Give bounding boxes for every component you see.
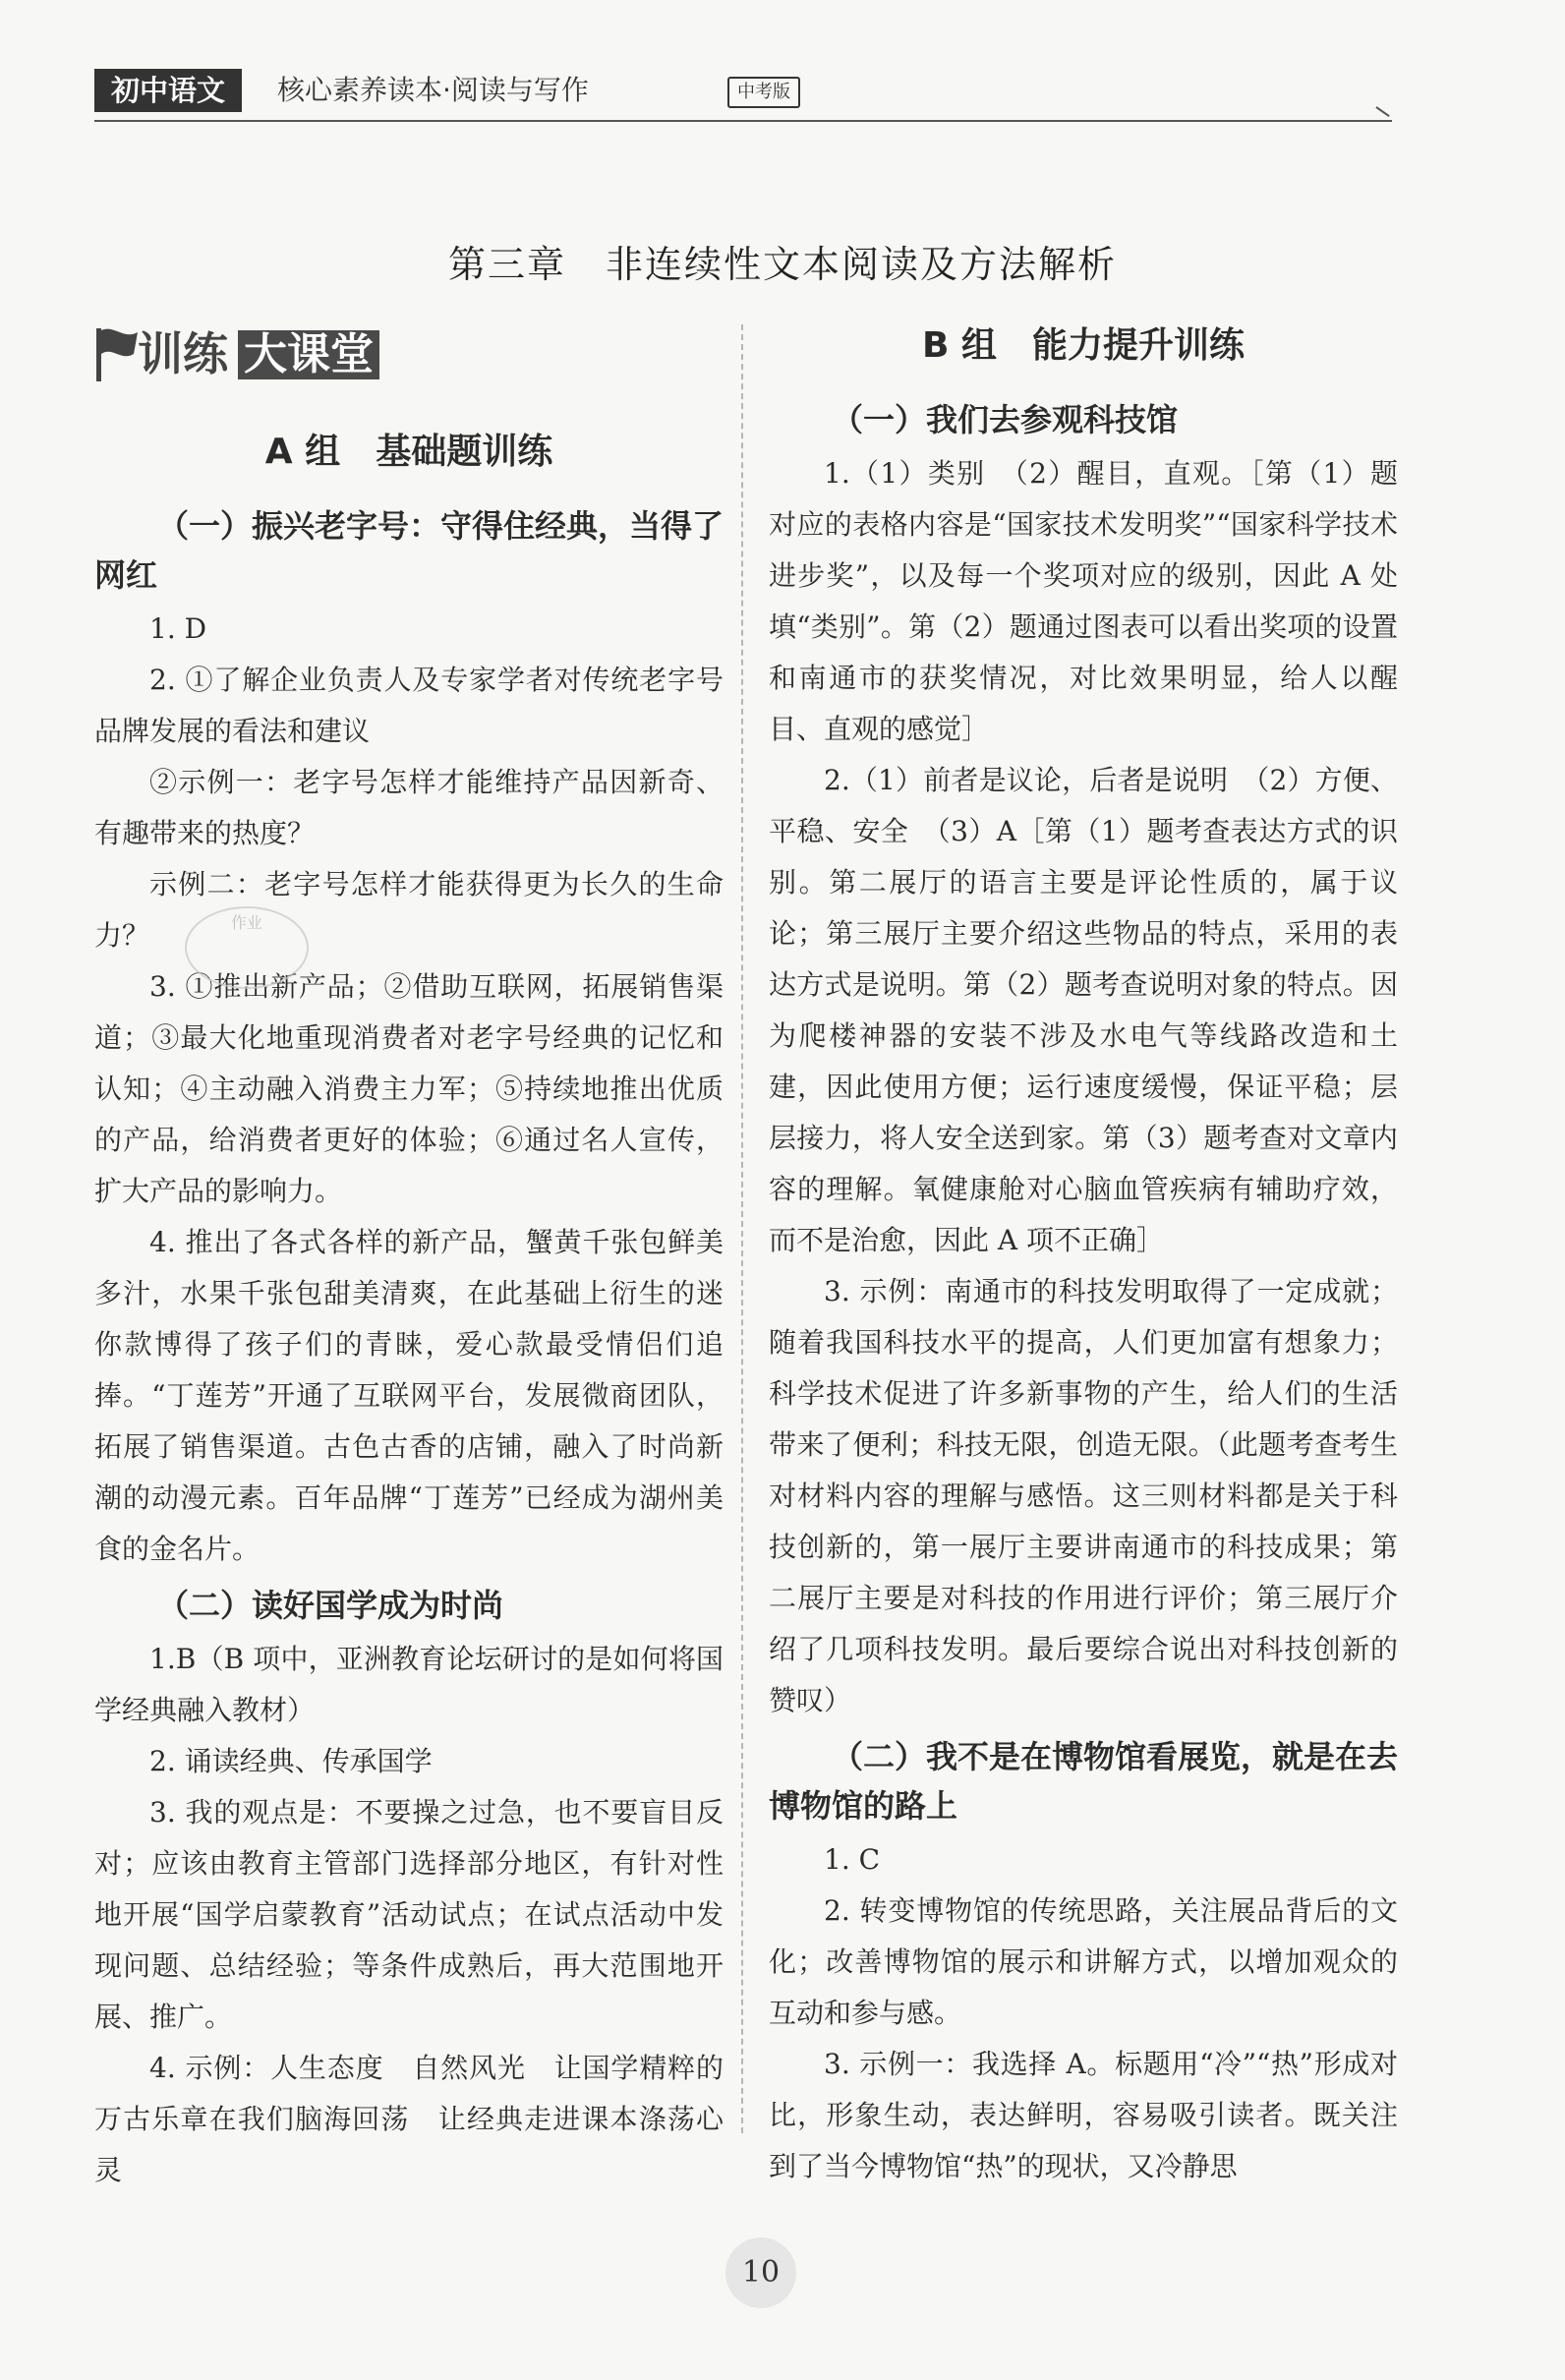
answer-paragraph: 4. 推出了各式各样的新产品，蟹黄千张包鲜美多汁，水果千张包甜美清爽，在此基础上衍生的迷你款博得了孩子们的青睐，爱心款最受情侣们追捧。“丁莲芳”开通了互联网平台，发展微商团队，拓展了销售渠道。古色古香的店铺，融入了时尚新潮的动漫元素。百年品牌“丁莲芳”已经成为湖州美食的金名片。 — [94, 1226, 724, 1565]
right-column — [769, 317, 1398, 2192]
answer-paragraph: 2. 诵读经典、传承国学 — [149, 1745, 433, 1777]
training-banner — [94, 324, 389, 383]
group-b-title: B 组 能力提升训练 — [922, 325, 1245, 366]
answer-paragraph: ②示例一：老字号怎样才能维持产品因新奇、有趣带来的热度？ — [94, 766, 724, 849]
banner-text-2: 大课堂 — [238, 330, 379, 379]
column-divider — [741, 324, 743, 2133]
answer-paragraph: 2.（1）前者是议论，后者是说明 （2）方便、平稳、安全 （3）A［第（1）题考查表达方式的识别。第二展厅的语言主要是评论性质的，属于议论；第三展厅主要介绍这些物品的特点，采用的表达方式是说明。第（2）题考查说明对象的特点。因为爬楼神器的安装不涉及水电气等线路改造和土建，因此使用方便；运行速度缓慢，保证平稳；层层接力，将人安全送到家。第（3）题考查对文章内容的理解。氧健康舱对心脑血管疾病有辅助疗效，而不是治愈，因此 A 项不正确］ — [769, 764, 1398, 1256]
answer-paragraph: 3. 我的观点是：不要操之过急，也不要盲目反对；应该由教育主管部门选择部分地区，有针对性地开展“国学启蒙教育”活动试点；在试点活动中发现问题、总结经验；等条件成熟后，再大范围地开展、推广。 — [94, 1796, 724, 2033]
answer-paragraph: 3. 示例：南通市的科技发明取得了一定成就；随着我国科技水平的提高，人们更加富有想象力；科学技术促进了许多新事物的产生，给人们的生活带来了便利；科技无限，创造无限。（此题考查考生对材料内容的理解与感悟。这三则材料都是关于科技创新的，第一展厅主要讲南通市的科技成果；第二展厅主要是对科技的作用进行评价；第三展厅介绍了几项科技发明。最后要综合说出对科技创新的赞叹） — [769, 1275, 1398, 1716]
watermark-stamp: 作业 — [185, 906, 309, 989]
answer-paragraph: 1. C — [824, 1843, 881, 1876]
flag-icon — [94, 324, 140, 383]
answer-paragraph: 3. 示例一：我选择 A。标题用“冷”“热”形成对比，形象生动，表达鲜明，容易吸引读者。既关注到了当今博物馆“热”的现状，又冷静思 — [769, 2048, 1398, 2182]
section-title: （二）我不是在博物馆看展览，就是在去博物馆的路上 — [769, 1738, 1399, 1825]
banner-text-1: 训练 — [138, 327, 228, 380]
answer-paragraph: 4. 示例：人生态度 自然风光 让国学精粹的万古乐章在我们脑海回荡 让经典走进课本涤荡心灵 — [94, 2052, 724, 2186]
edition-badge: 中考版 — [727, 77, 800, 108]
header-rule — [94, 120, 1392, 122]
answer-paragraph: 示例二：老字号怎样才能获得更为长久的生命力？ — [94, 868, 724, 952]
book-title: 核心素养读本·阅读与写作 — [277, 74, 589, 106]
answer-paragraph: 1. D — [149, 612, 207, 645]
left-column — [94, 423, 724, 2196]
section-title: （一）我们去参观科技馆 — [832, 401, 1179, 438]
page-number: 10 — [725, 2237, 796, 2308]
answer-paragraph: 2. 转变博物馆的传统思路，关注展品背后的文化；改善博物馆的展示和讲解方式，以增加观众的互动和参与感。 — [769, 1894, 1398, 2029]
answer-paragraph: 1.（1）类别 （2）醒目，直观。［第（1）题对应的表格内容是“国家技术发明奖”“国家科学技术进步奖”，以及每一个奖项对应的级别，因此 A 处填“类别”。第（2）题通过图表可以看出奖项的设置和南通市的获奖情况，对比效果明显，给人以醒目、直观的感觉］ — [769, 457, 1398, 745]
section-title: （一）振兴老字号：守得住经典，当得了网红 — [94, 507, 725, 594]
subject-tag: 初中语文 — [94, 69, 242, 112]
answer-paragraph: 2. ①了解企业负责人及专家学者对传统老字号品牌发展的看法和建议 — [94, 664, 724, 747]
group-a-title: A 组 基础题训练 — [264, 432, 553, 472]
section-title: （二）读好国学成为时尚 — [157, 1587, 504, 1624]
chapter-title: 第三章 非连续性文本阅读及方法解析 — [447, 243, 1117, 286]
page-header — [94, 65, 1392, 124]
answer-paragraph: 3. ①推出新产品；②借助互联网，拓展销售渠道；③最大化地重现消费者对老字号经典的记忆和认知；④主动融入消费主力军；⑤持续地推出优质的产品，给消费者更好的体验；⑥通过名人宣传，扩大产品的影响力。 — [94, 970, 724, 1207]
answer-paragraph: 1.B（B 项中，亚洲教育论坛研讨的是如何将国学经典融入教材） — [94, 1643, 724, 1726]
